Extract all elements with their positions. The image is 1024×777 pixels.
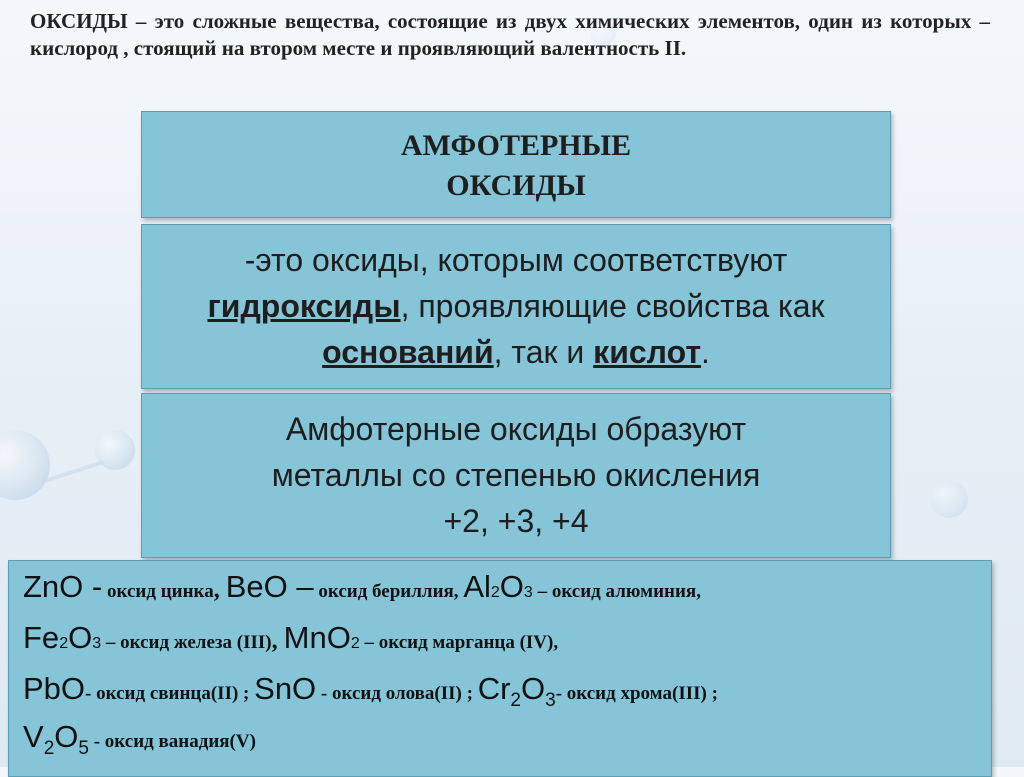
definition-part: , так и (493, 334, 594, 370)
metals-line-2: металлы со степенью окисления (271, 457, 761, 493)
desc-fe2o3: – оксид железа (III) (101, 632, 272, 653)
examples-box (8, 560, 992, 777)
formula-index: 2 (59, 635, 69, 652)
formula-fe2o3 (23, 620, 101, 655)
formula-part: O (520, 671, 546, 706)
formula-part: Fe (23, 620, 60, 655)
desc-beo: оксид бериллия, (313, 581, 464, 602)
intro-text: – это сложные вещества, состоящие из двух химических элементов, один из которых – кислород , стоящий на втором месте и проявляющий валентность II. (30, 9, 990, 60)
amphoteric-title-box (141, 111, 891, 218)
formula-subscript: 2 (510, 690, 521, 712)
formula-v2o5 (23, 719, 89, 760)
molecule-bond-decoration (41, 460, 104, 484)
formula-mno2 (284, 620, 360, 655)
oxide-definition-text (30, 8, 990, 62)
formula-part: O (499, 569, 524, 604)
formula-part: O (54, 719, 79, 754)
definition-part: , проявляющие свойства как (400, 288, 825, 324)
desc-zno: оксид цинка (102, 581, 214, 602)
desc-v2o5: - оксид ванадия(V) (88, 731, 256, 752)
formula-subscript: 3 (545, 690, 556, 712)
molecule-decoration (95, 430, 135, 470)
examples-line-3 (23, 671, 718, 712)
separator: , (271, 628, 284, 654)
term-bases: оснований (322, 334, 494, 370)
term-hydroxides: гидроксиды (207, 288, 401, 324)
molecule-decoration (0, 430, 50, 500)
desc-cr2o3: - оксид хрома(III) ; (555, 683, 718, 704)
formula-part: O (68, 620, 93, 655)
examples-line-1 (23, 569, 701, 605)
definition-part: . (700, 334, 710, 370)
formula-subscript: 5 (78, 738, 89, 760)
formula-index: 2 (350, 635, 360, 652)
intro-term: ОКСИДЫ (30, 9, 128, 33)
examples-line-2 (23, 620, 558, 656)
definition-text (152, 237, 880, 375)
title-line-2: ОКСИДЫ (446, 169, 586, 202)
title-line-1: АМФОТЕРНЫЕ (400, 129, 632, 162)
formula-sno: SnO (254, 671, 317, 706)
formula-subscript: 2 (43, 738, 55, 760)
formula-index: 2 (490, 584, 500, 601)
amphoteric-definition-box (141, 224, 891, 389)
desc-pbo: - оксид свинца(II) ; (85, 683, 255, 704)
desc-mno2: – оксид марганца (IV), (359, 632, 559, 653)
metals-text (152, 406, 880, 544)
formula-pbo: PbO (23, 671, 86, 706)
desc-al2o3: – оксид алюминия, (532, 581, 701, 602)
term-acids: кислот (593, 334, 701, 370)
formula-al2o3 (463, 569, 533, 604)
formula-part: Al (463, 569, 491, 604)
formula-part: V (23, 719, 44, 754)
separator: , (213, 577, 226, 603)
molecule-decoration (930, 480, 968, 518)
oxidation-state-box (141, 393, 891, 558)
metals-line-1: Амфотерные оксиды образуют (285, 411, 747, 447)
desc-sno: - оксид олова(II) ; (316, 683, 478, 704)
formula-part: Cr (477, 671, 511, 706)
formula-index: 3 (523, 584, 533, 601)
metals-line-3: +2, +3, +4 (443, 503, 589, 539)
formula-beo: BeO – (225, 569, 314, 604)
formula-cr2o3 (477, 671, 556, 712)
formula-index: 3 (92, 635, 102, 652)
formula-zno: ZnO - (23, 569, 103, 604)
definition-part: -это оксиды, которым соответствуют (244, 242, 788, 278)
formula-part: MnO (283, 620, 351, 655)
examples-line-4 (23, 719, 256, 760)
